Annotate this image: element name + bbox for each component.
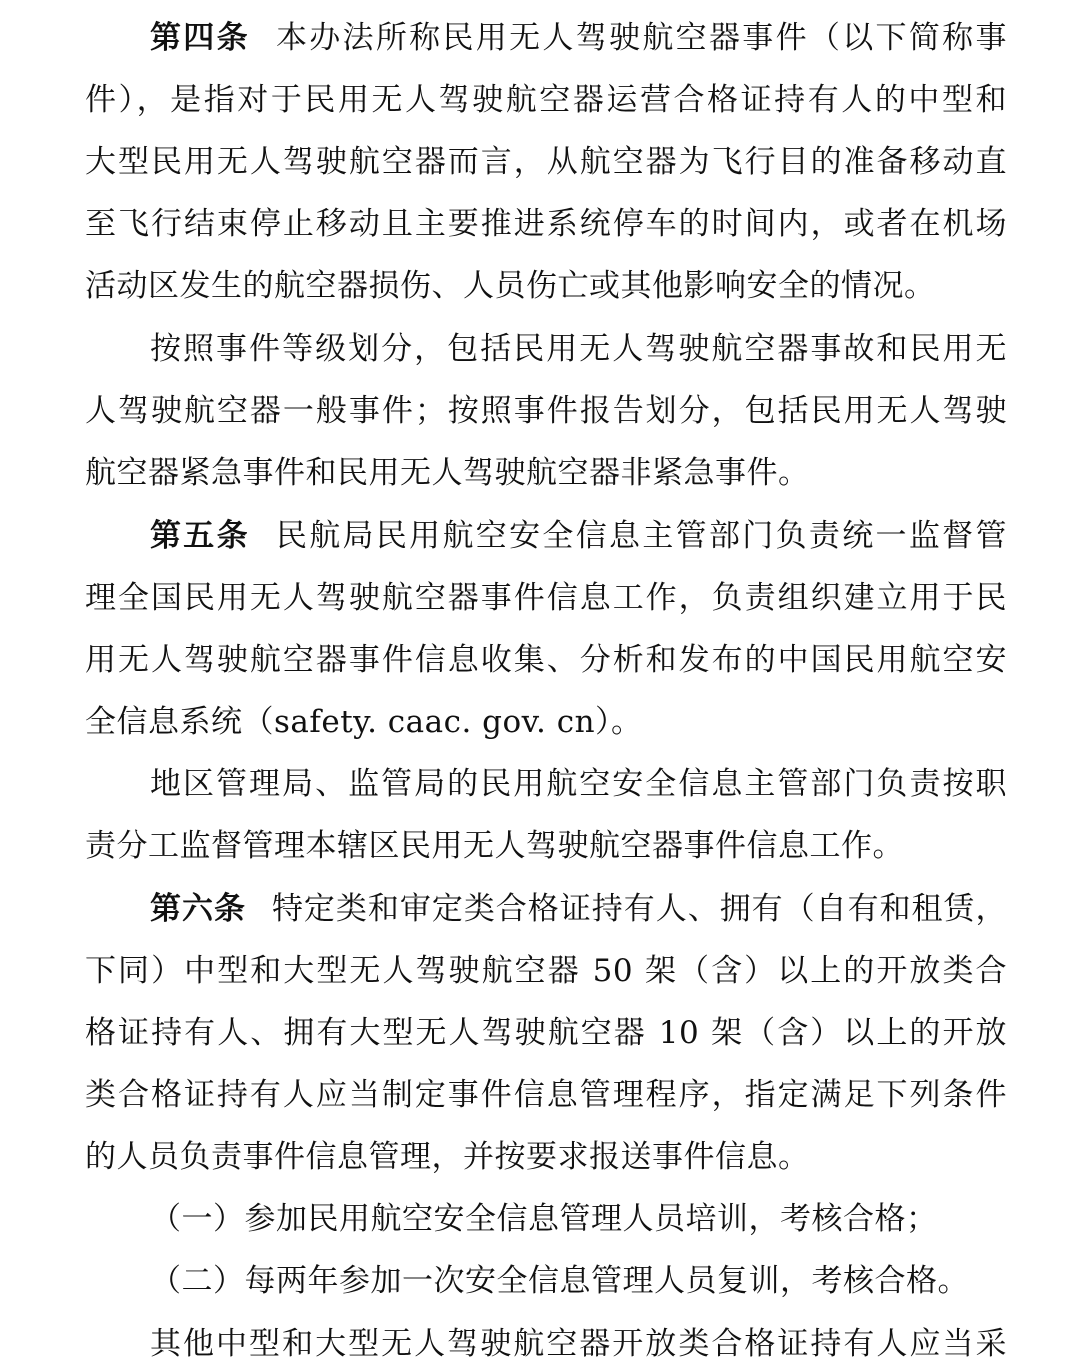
text-line: 的人员负责事件信息管理，并按要求报送事件信息。 xyxy=(85,1139,810,1175)
text-line: 其他中型和大型无人驾驶航空器开放类合格证持有人应当采 xyxy=(150,1326,1007,1362)
text-line: 至飞行结束停止移动且主要推进系统停车的时间内，或者在机场 xyxy=(85,206,1007,242)
list-item: （一）参加民用航空安全信息管理人员培训，考核合格； xyxy=(150,1201,938,1237)
text-line: 大型民用无人驾驶航空器而言，从航空器为飞行目的准备移动直 xyxy=(85,144,1007,180)
text-line: 理全国民用无人驾驶航空器事件信息工作，负责组织建立用于民 xyxy=(85,580,1007,616)
article-6-heading: 第六条 xyxy=(150,891,246,927)
article-5-first-line xyxy=(150,514,1007,558)
text-line: 特定类和审定类合格证持有人、拥有（自有和租赁， xyxy=(271,891,1008,927)
text-line: 责分工监督管理本辖区民用无人驾驶航空器事件信息工作。 xyxy=(85,828,904,864)
text-line: 地区管理局、监管局的民用航空安全信息主管部门负责按职 xyxy=(150,766,1007,802)
text-line: 下同）中型和大型无人驾驶航空器 50 架（含）以上的开放类合 xyxy=(85,953,1007,989)
text-line: 人驾驶航空器一般事件；按照事件报告划分，包括民用无人驾驶 xyxy=(85,393,1007,429)
article-6-first-line xyxy=(150,887,1007,931)
text-line: 航空器紧急事件和民用无人驾驶航空器非紧急事件。 xyxy=(85,455,810,491)
text-line: 件），是指对于民用无人驾驶航空器运营合格证持有人的中型和 xyxy=(85,82,1007,118)
text-line: 类合格证持有人应当制定事件信息管理程序，指定满足下列条件 xyxy=(85,1077,1007,1113)
list-item: （二）每两年参加一次安全信息管理人员复训，考核合格。 xyxy=(150,1263,969,1299)
text-line: 全信息系统（safety. caac. gov. cn）。 xyxy=(85,704,643,740)
text-line: 活动区发生的航空器损伤、人员伤亡或其他影响安全的情况。 xyxy=(85,268,936,304)
text-line: 民航局民用航空安全信息主管部门负责统一监督管 xyxy=(275,518,1007,554)
text-line: 本办法所称民用无人驾驶航空器事件（以下简称事 xyxy=(275,20,1007,56)
article-4-first-line xyxy=(150,16,1007,60)
article-4-heading: 第四条 xyxy=(150,20,250,56)
text-line: 按照事件等级划分，包括民用无人驾驶航空器事故和民用无 xyxy=(150,331,1007,367)
text-line: 用无人驾驶航空器事件信息收集、分析和发布的中国民用航空安 xyxy=(85,642,1007,678)
text-line: 格证持有人、拥有大型无人驾驶航空器 10 架（含）以上的开放 xyxy=(85,1015,1007,1051)
article-5-heading: 第五条 xyxy=(150,518,250,554)
